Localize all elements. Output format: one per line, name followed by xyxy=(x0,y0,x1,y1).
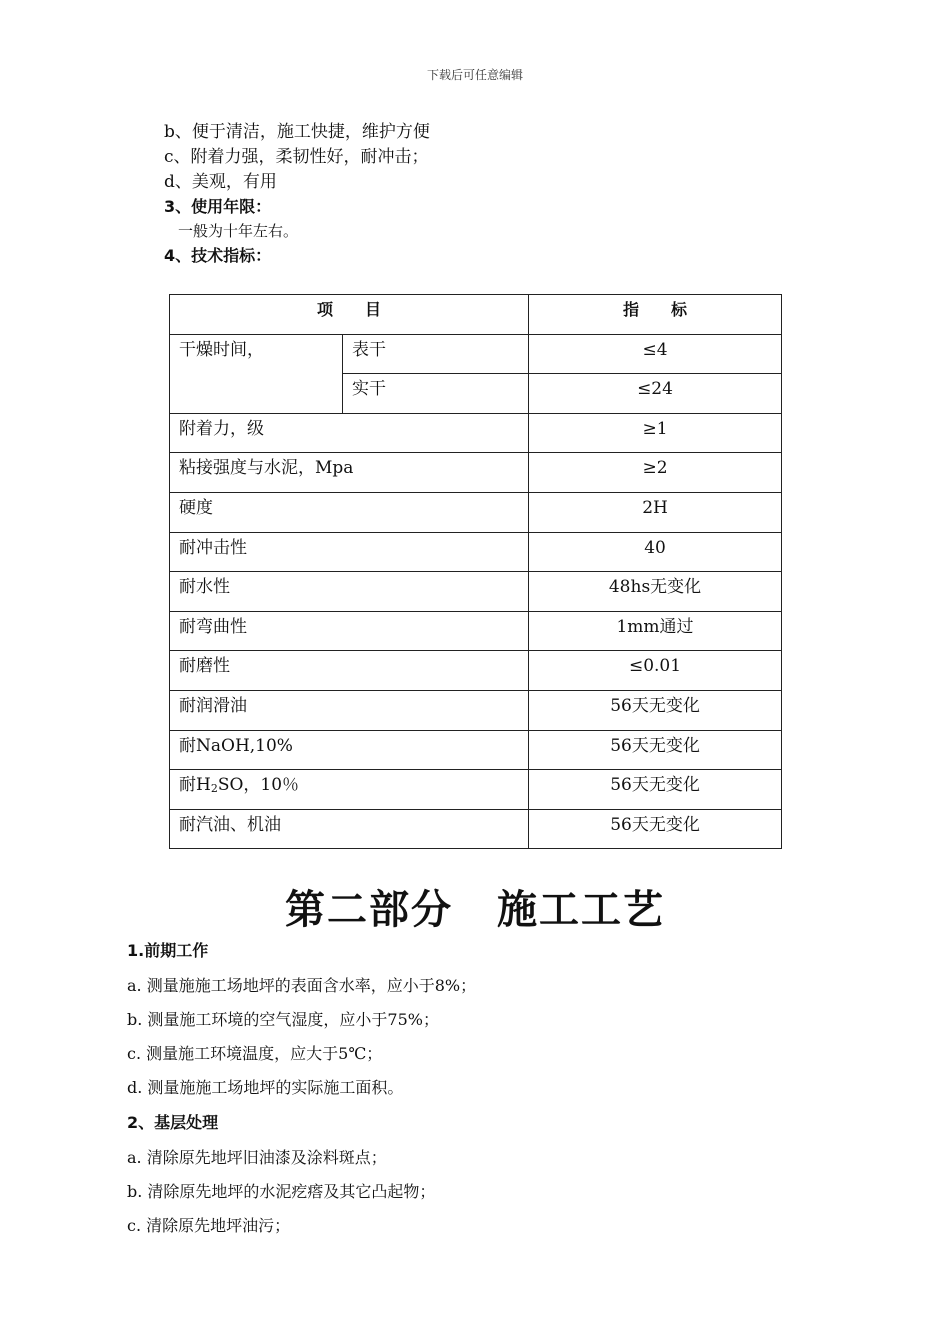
table-header-row xyxy=(170,295,782,335)
row-item: 耐润滑油 xyxy=(170,690,529,730)
drying-value-surface: ≤4 xyxy=(529,334,782,374)
table-row xyxy=(170,651,782,691)
section2-item: b. 清除原先地坪的水泥疙瘩及其它凸起物； xyxy=(127,1182,436,1201)
part-title xyxy=(0,882,950,938)
h2so4-suffix: SO，10％ xyxy=(217,775,300,796)
row-item: 耐NaOH,10% xyxy=(170,730,529,770)
table-row xyxy=(170,532,782,572)
row-item: 耐汽油、机油 xyxy=(170,809,529,849)
table-row xyxy=(170,572,782,612)
row-value: ≥2 xyxy=(529,453,782,493)
section1-item: c. 测量施工环境温度，应大于5℃； xyxy=(127,1044,383,1063)
row-item: 耐水性 xyxy=(170,572,529,612)
service-life-text: 一般为十年左右。 xyxy=(178,222,299,240)
table-row xyxy=(170,492,782,532)
table-row xyxy=(170,770,782,810)
part-title-left: 第二部分 xyxy=(285,887,453,933)
row-value: 2H xyxy=(529,492,782,532)
tech-heading: 4、技术指标： xyxy=(164,246,272,265)
row-value: 56天无变化 xyxy=(529,730,782,770)
feature-c: c、附着力强，柔韧性好，耐冲击； xyxy=(164,147,429,167)
row-value: 48hs无变化 xyxy=(529,572,782,612)
part-title-right: 施工工艺 xyxy=(497,887,665,933)
drying-sub-hard: 实干 xyxy=(343,374,529,414)
table-row xyxy=(170,334,782,374)
table-row xyxy=(170,611,782,651)
section2-item: c. 清除原先地坪油污； xyxy=(127,1216,291,1235)
drying-value-hard: ≤24 xyxy=(529,374,782,414)
h2so4-prefix: 耐H xyxy=(179,775,211,796)
feature-b: b、便于清洁，施工快捷，维护方便 xyxy=(164,122,430,142)
row-value: 56天无变化 xyxy=(529,809,782,849)
table-row xyxy=(170,690,782,730)
section1-item: a. 测量施施工场地坪的表面含水率，应小于8%； xyxy=(127,976,477,995)
section1-item: d. 测量施施工场地坪的实际施工面积。 xyxy=(127,1078,404,1097)
service-life-heading: 3、使用年限： xyxy=(164,197,272,216)
drying-label: 干燥时间， xyxy=(170,334,343,413)
row-value: ≥1 xyxy=(529,413,782,453)
section2-heading: 2、基层处理 xyxy=(127,1113,219,1132)
spec-table xyxy=(169,294,782,849)
table-row xyxy=(170,809,782,849)
table-row xyxy=(170,730,782,770)
row-value: ≤0.01 xyxy=(529,651,782,691)
row-item: 耐冲击性 xyxy=(170,532,529,572)
table-row xyxy=(170,413,782,453)
section2-item: a. 清除原先地坪旧油漆及涂料斑点； xyxy=(127,1148,387,1167)
row-item: 附着力，级 xyxy=(170,413,529,453)
section1-item: b. 测量施工环境的空气湿度，应小于75%； xyxy=(127,1010,439,1029)
row-item: 粘接强度与水泥，Mpa xyxy=(170,453,529,493)
row-value: 1mm通过 xyxy=(529,611,782,651)
row-item: 耐磨性 xyxy=(170,651,529,691)
row-item-h2so4 xyxy=(170,770,529,810)
row-value: 56天无变化 xyxy=(529,770,782,810)
h2so4-subscript: 2 xyxy=(210,782,218,796)
drying-sub-surface: 表干 xyxy=(343,334,529,374)
row-value: 56天无变化 xyxy=(529,690,782,730)
section1-heading: 1.前期工作 xyxy=(127,941,209,960)
table-row xyxy=(170,453,782,493)
feature-d: d、美观，有用 xyxy=(164,172,277,192)
col-index-header: 指 标 xyxy=(529,295,782,335)
row-item: 硬度 xyxy=(170,492,529,532)
row-item: 耐弯曲性 xyxy=(170,611,529,651)
header-note: 下载后可任意编辑 xyxy=(426,68,523,82)
col-item-header: 项 目 xyxy=(170,295,529,335)
row-value: 40 xyxy=(529,532,782,572)
